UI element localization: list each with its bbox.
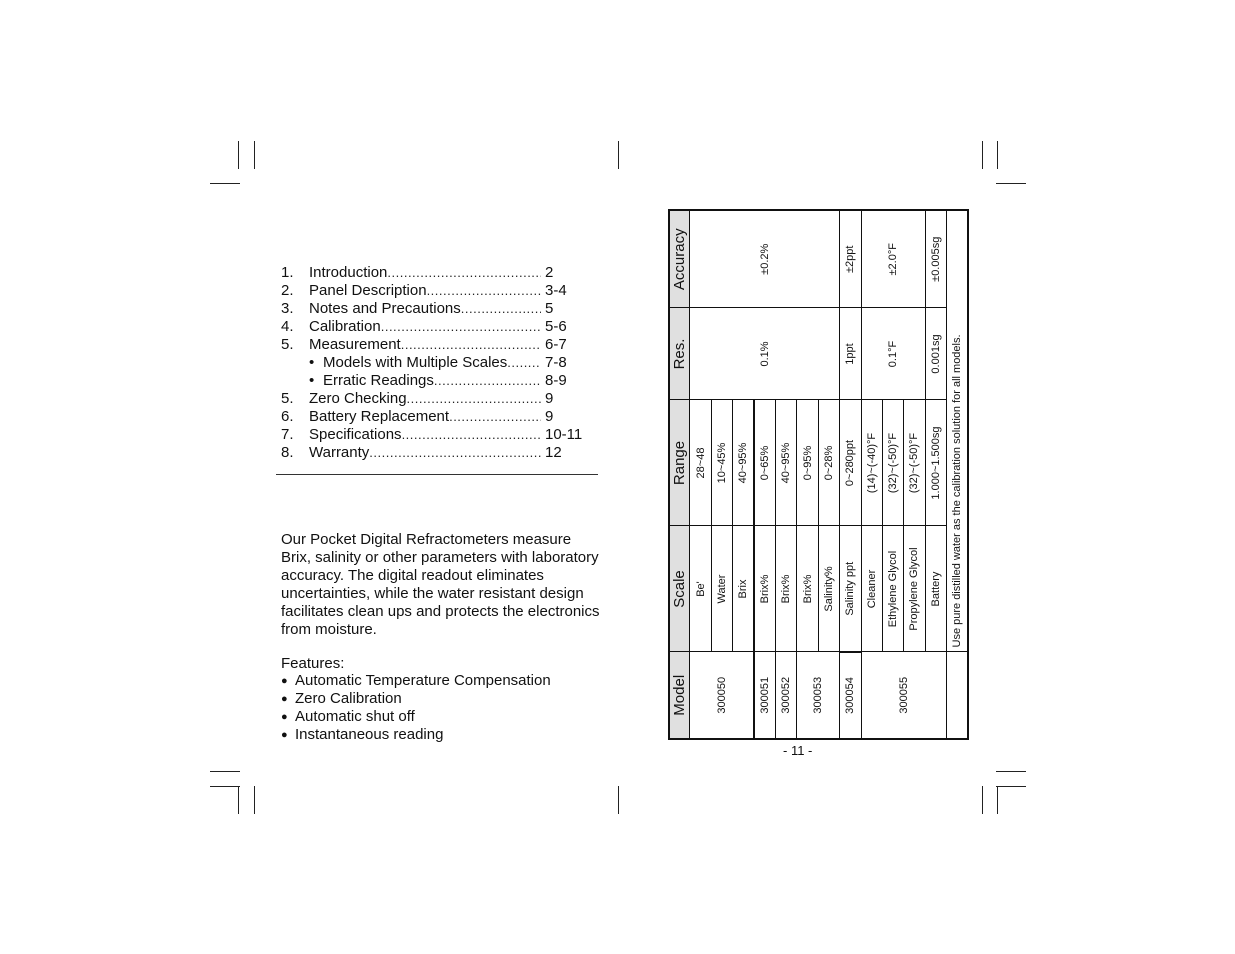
toc-leader (387, 264, 541, 282)
toc-title: Specifications (309, 426, 402, 443)
toc-subentry (281, 372, 591, 390)
toc-title: Erratic Readings (323, 372, 434, 389)
intro-paragraph: Our Pocket Digital Refractometers measure Brix, salinity or other parameters with laboratory accuracy. The digital readout eliminates uncertainties, while the water resistant design facilitates clean ups and protects the electronics from moisture. (281, 531, 600, 638)
crop-mark (210, 786, 240, 787)
toc-title: Measurement (309, 336, 401, 353)
toc-page: 10-11 (545, 426, 583, 443)
list-item (281, 708, 551, 726)
toc-title: Calibration (309, 318, 381, 335)
res-cell: 1ppt (840, 308, 861, 400)
crop-mark (238, 786, 239, 814)
toc-title: Warranty (309, 444, 370, 461)
toc-leader (407, 390, 541, 408)
column-header-accuracy: Accuracy (669, 210, 690, 308)
crop-mark (982, 141, 983, 169)
feature-text: Automatic Temperature Compensation (295, 672, 551, 689)
toc-entry (281, 444, 591, 462)
range-cell: 10~45% (711, 400, 732, 526)
range-cell: 0~95% (797, 400, 818, 526)
column-header-range: Range (669, 400, 690, 526)
list-item (281, 726, 551, 744)
note-row (947, 210, 968, 739)
bullet-icon: ● (281, 693, 288, 705)
scale-cell: Cleaner (861, 526, 882, 652)
range-cell: (32)~(-50)°F (882, 400, 903, 526)
toc-page: 7-8 (545, 354, 567, 371)
toc-page: 8-9 (545, 372, 567, 389)
table-of-contents (281, 264, 591, 462)
list-item (281, 690, 551, 708)
crop-mark (238, 141, 239, 169)
feature-text: Zero Calibration (295, 690, 402, 707)
crop-mark (254, 141, 255, 169)
toc-number: 1. (281, 264, 294, 281)
table-row (840, 210, 861, 739)
toc-leader (381, 318, 541, 336)
feature-text: Instantaneous reading (295, 726, 444, 743)
toc-title: Models with Multiple Scales (323, 354, 508, 371)
toc-bullet: • (309, 372, 315, 389)
model-cell: 300054 (840, 652, 861, 739)
range-cell: 40~95% (733, 400, 754, 526)
toc-leader (401, 336, 541, 354)
toc-entry (281, 426, 591, 444)
crop-mark (618, 141, 619, 169)
toc-subentry (281, 354, 591, 372)
column-header-model: Model (669, 652, 690, 739)
toc-leader (369, 444, 541, 462)
toc-entry (281, 390, 591, 408)
toc-page: 9 (545, 408, 554, 425)
toc-title: Notes and Precautions (309, 300, 461, 317)
table-row (861, 210, 882, 739)
range-cell: 1.000~1.500sg (925, 400, 946, 526)
toc-page: 2 (545, 264, 554, 281)
list-item (281, 672, 551, 690)
feature-text: Automatic shut off (295, 708, 415, 725)
range-cell: (14)~(-40)°F (861, 400, 882, 526)
header-row (669, 210, 690, 739)
model-cell: 300055 (861, 652, 947, 739)
range-cell: 0~280ppt (840, 400, 861, 526)
bullet-icon: ● (281, 729, 288, 741)
crop-mark (996, 771, 1026, 772)
toc-entry (281, 282, 591, 300)
toc-leader (461, 300, 541, 318)
scale-cell: Salinity ppt (840, 526, 861, 652)
bullet-icon: ● (281, 711, 288, 723)
toc-page: 6-7 (545, 336, 567, 353)
scale-cell: Propylene Glycol (904, 526, 925, 652)
scale-cell: Be' (690, 526, 711, 652)
range-cell: 40~95% (775, 400, 796, 526)
toc-entry (281, 408, 591, 426)
toc-number: 5. (281, 390, 294, 407)
specifications-table (668, 209, 969, 740)
scale-cell: Battery (925, 526, 946, 652)
crop-mark (210, 183, 240, 184)
toc-number: 5. (281, 336, 294, 353)
scale-cell: Ethylene Glycol (882, 526, 903, 652)
toc-entry (281, 264, 591, 282)
toc-number: 6. (281, 408, 294, 425)
model-cell: 300051 (754, 652, 775, 739)
toc-title: Introduction (309, 264, 388, 281)
toc-page: 5-6 (545, 318, 567, 335)
toc-leader (427, 282, 541, 300)
toc-leader (402, 426, 541, 444)
toc-leader (434, 372, 541, 390)
scale-cell: Brix% (775, 526, 796, 652)
res-cell: 0.1% (690, 308, 840, 400)
scale-cell: Brix (733, 526, 754, 652)
features-heading: Features: (281, 655, 345, 672)
toc-bullet: • (309, 354, 315, 371)
range-cell: (32)~(-50)°F (904, 400, 925, 526)
toc-entry (281, 336, 591, 354)
toc-title: Battery Replacement (309, 408, 450, 425)
divider (276, 474, 598, 475)
toc-entry (281, 318, 591, 336)
model-cell: 300052 (775, 652, 796, 739)
column-header-res: Res. (669, 308, 690, 400)
accuracy-cell: ±2.0°F (861, 210, 925, 308)
toc-number: 2. (281, 282, 294, 299)
toc-number: 8. (281, 444, 294, 461)
model-cell: 300053 (797, 652, 840, 739)
toc-leader (507, 354, 541, 372)
res-cell: 0.001sg (925, 308, 946, 400)
scale-cell: Brix% (797, 526, 818, 652)
accuracy-cell: ±0.005sg (925, 210, 946, 308)
toc-page: 9 (545, 390, 554, 407)
page-number: - 11 - (783, 743, 813, 758)
scale-cell: Salinity% (818, 526, 839, 652)
res-cell: 0.1°F (861, 308, 925, 400)
toc-number: 3. (281, 300, 294, 317)
crop-mark (254, 786, 255, 814)
crop-mark (996, 183, 1026, 184)
toc-page: 5 (545, 300, 554, 317)
model-cell: 300050 (690, 652, 754, 739)
toc-title: Zero Checking (309, 390, 407, 407)
bullet-icon: ● (281, 675, 288, 687)
range-cell: 0~65% (754, 400, 775, 526)
specifications-grid (668, 211, 969, 740)
features-list (281, 672, 551, 744)
empty-cell (947, 652, 968, 739)
crop-mark (618, 786, 619, 814)
column-header-scale: Scale (669, 526, 690, 652)
scale-cell: Water (711, 526, 732, 652)
crop-mark (997, 141, 998, 169)
accuracy-cell: ±0.2% (690, 210, 840, 308)
toc-number: 4. (281, 318, 294, 335)
range-cell: 0~28% (818, 400, 839, 526)
toc-entry (281, 300, 591, 318)
calibration-note: Use pure distilled water as the calibration solution for all models. (947, 210, 968, 652)
crop-mark (210, 771, 240, 772)
toc-number: 7. (281, 426, 294, 443)
toc-title: Panel Description (309, 282, 427, 299)
crop-mark (982, 786, 983, 814)
accuracy-cell: ±2ppt (840, 210, 861, 308)
scale-cell: Brix% (754, 526, 775, 652)
crop-mark (997, 786, 998, 814)
table-row (690, 210, 711, 739)
crop-mark (996, 786, 1026, 787)
toc-page: 12 (545, 444, 562, 461)
toc-page: 3-4 (545, 282, 567, 299)
toc-leader (449, 408, 541, 426)
range-cell: 28~48 (690, 400, 711, 526)
